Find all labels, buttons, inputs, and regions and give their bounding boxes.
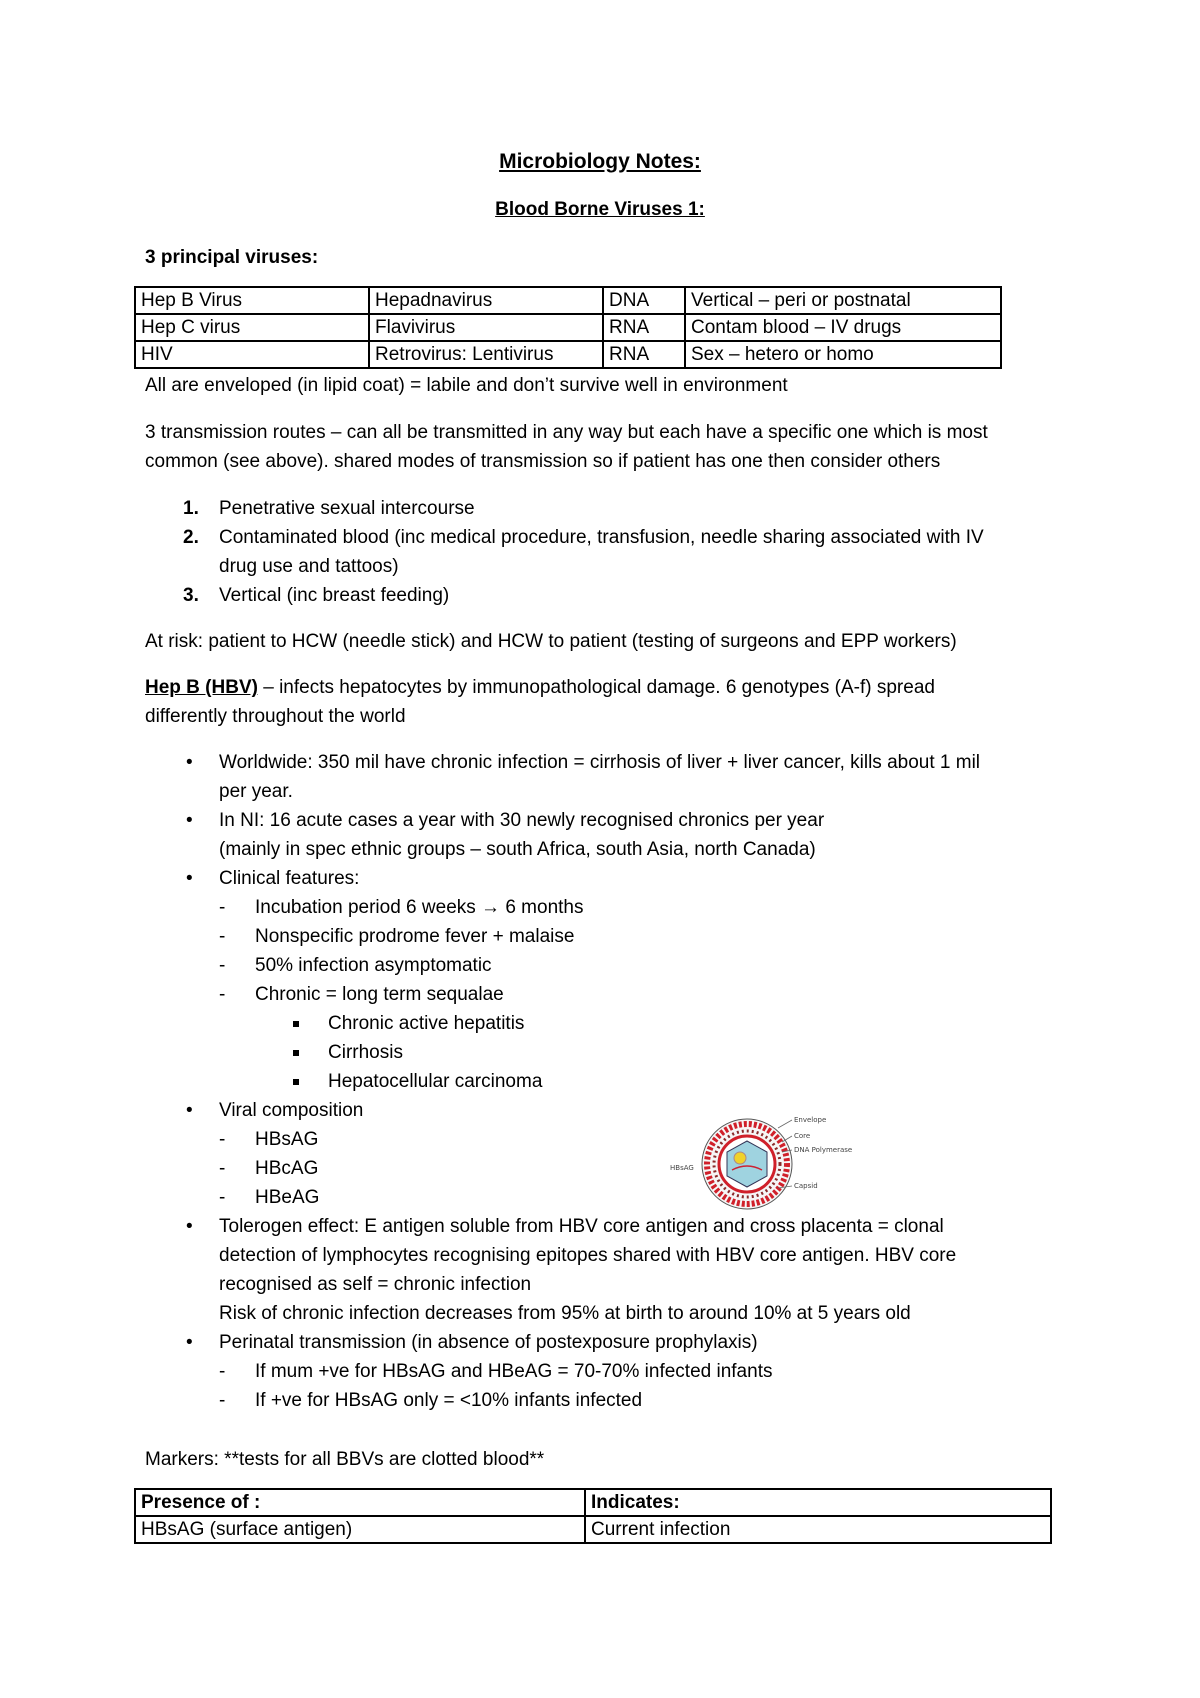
transmission-paragraph-line-1: 3 transmission routes – can all be transmitted in any way but each have a specific one which is most [145, 422, 988, 443]
table-cell: HBsAG (surface antigen) [135, 1516, 585, 1543]
sequala-3: Hepatocellular carcinoma [328, 1071, 543, 1092]
bullet-icon: • [186, 868, 193, 889]
bullet-icon: • [186, 1100, 193, 1121]
dash-icon: - [219, 926, 226, 947]
ni-line-1: In NI: 16 acute cases a year with 30 newly recognised chronics per year [219, 810, 825, 831]
ni-line-2: (mainly in spec ethnic groups – south Africa, south Asia, north Canada) [219, 839, 816, 860]
route-number-2: 2. [183, 527, 199, 548]
dash-icon: - [219, 1361, 226, 1382]
hbv-intro-text: – infects hepatocytes by immunopathological damage. 6 genotypes (A-f) spread [257, 677, 935, 698]
worldwide-line-1: Worldwide: 350 mil have chronic infection = cirrhosis of liver + liver cancer, kills about 1 mil [219, 752, 981, 773]
dash-icon: - [219, 1129, 226, 1150]
marker-table [134, 1488, 1052, 1544]
table-header-cell: Presence of : [135, 1489, 585, 1516]
tolerogen-line-3: recognised as self = chronic infection [219, 1274, 532, 1295]
chronic-sequalae: Chronic = long term sequalae [255, 984, 504, 1005]
page-subtitle: Blood Borne Viruses 1: [495, 199, 705, 220]
diagram-label-hbsag: HBsAG [670, 1164, 694, 1172]
hbv-intro-line-1 [145, 673, 1065, 702]
table-header-cell: Indicates: [585, 1489, 1051, 1516]
table-cell: Current infection [585, 1516, 1051, 1543]
clinical-features-heading: Clinical features: [219, 868, 360, 889]
hbv-virion-diagram [670, 1108, 860, 1216]
viral-composition-heading: Viral composition [219, 1100, 364, 1121]
perinatal-2: If +ve for HBsAG only = <10% infants infected [255, 1390, 643, 1411]
viral-composition-2: HBcAG [255, 1158, 319, 1179]
incubation-period [255, 893, 583, 922]
table-row [135, 341, 1001, 368]
route-1: Penetrative sexual intercourse [219, 498, 475, 519]
bullet-icon: • [186, 1216, 193, 1237]
table-row [135, 314, 1001, 341]
worldwide-line-2: per year. [219, 781, 293, 802]
route-number-3: 3. [183, 585, 199, 606]
bullet-icon: • [186, 810, 193, 831]
viral-composition-3: HBeAG [255, 1187, 320, 1208]
virion-core [734, 1152, 746, 1164]
viral-composition-1: HBsAG [255, 1129, 319, 1150]
tolerogen-line-2: detection of lymphocytes recognising epitopes shared with HBV core antigen. HBV core [219, 1245, 957, 1266]
dash-icon: - [219, 1390, 226, 1411]
table-cell: RNA [603, 341, 685, 368]
bullet-icon: • [186, 1332, 193, 1353]
dash-icon: - [219, 1158, 226, 1179]
dash-icon: - [219, 955, 226, 976]
transmission-paragraph-line-2: common (see above). shared modes of transmission so if patient has one then consider others [145, 451, 941, 472]
table-cell: Sex – hetero or homo [685, 341, 1001, 368]
incubation-text-end: 6 months [500, 897, 584, 918]
diagram-label-capsid: Capsid [794, 1182, 818, 1190]
table-cell: HIV [135, 341, 369, 368]
perinatal-1: If mum +ve for HBsAG and HBeAG = 70-70% infected infants [255, 1361, 773, 1382]
dash-icon: - [219, 897, 226, 918]
prodrome: Nonspecific prodrome fever + malaise [255, 926, 575, 947]
table-cell: Hep B Virus [135, 287, 369, 314]
diagram-label-core: Core [794, 1132, 811, 1140]
route-2-line-2: drug use and tattoos) [219, 556, 399, 577]
table-cell: RNA [603, 314, 685, 341]
sequala-2: Cirrhosis [328, 1042, 403, 1063]
table-row [135, 287, 1001, 314]
asymptomatic: 50% infection asymptomatic [255, 955, 492, 976]
incubation-text: Incubation period 6 weeks [255, 897, 482, 918]
route-number-1: 1. [183, 498, 199, 519]
route-2-line-1: Contaminated blood (inc medical procedure, transfusion, needle sharing associated with IV [219, 527, 984, 548]
label-line [778, 1120, 792, 1128]
tolerogen-line-4: Risk of chronic infection decreases from 95% at birth to around 10% at 5 years old [219, 1303, 911, 1324]
square-bullet-icon [293, 1021, 299, 1027]
dash-icon: - [219, 984, 226, 1005]
hbv-intro-line-2: differently throughout the world [145, 706, 406, 727]
hbv-label: Hep B (HBV) [145, 677, 258, 698]
page-title: Microbiology Notes: [499, 150, 701, 173]
sequala-1: Chronic active hepatitis [328, 1013, 525, 1034]
tolerogen-line-1: Tolerogen effect: E antigen soluble from HBV core antigen and cross placenta = clonal [219, 1216, 944, 1237]
square-bullet-icon [293, 1079, 299, 1085]
table-cell: Contam blood – IV drugs [685, 314, 1001, 341]
dash-icon: - [219, 1187, 226, 1208]
table-cell: Flavivirus [369, 314, 603, 341]
table-cell: Retrovirus: Lentivirus [369, 341, 603, 368]
perinatal-heading: Perinatal transmission (in absence of postexposure prophylaxis) [219, 1332, 758, 1353]
at-risk-note: At risk: patient to HCW (needle stick) and HCW to patient (testing of surgeons and EPP workers) [145, 631, 957, 652]
virus-table [134, 286, 1002, 369]
diagram-label-envelope: Envelope [794, 1116, 827, 1124]
diagram-label-polymerase: DNA Polymerase [794, 1146, 853, 1154]
table-cell: Vertical – peri or postnatal [685, 287, 1001, 314]
route-3: Vertical (inc breast feeding) [219, 585, 450, 606]
table-cell: Hep C virus [135, 314, 369, 341]
square-bullet-icon [293, 1050, 299, 1056]
enveloped-note: All are enveloped (in lipid coat) = labile and don’t survive well in environment [145, 375, 788, 396]
table-row [135, 1489, 1051, 1516]
table-cell: DNA [603, 287, 685, 314]
markers-intro: Markers: **tests for all BBVs are clotted blood** [145, 1449, 545, 1470]
table-cell: Hepadnavirus [369, 287, 603, 314]
bullet-icon: • [186, 752, 193, 773]
principal-viruses-heading: 3 principal viruses: [145, 247, 319, 268]
arrow-right-icon: → [481, 897, 501, 918]
table-row [135, 1516, 1051, 1543]
